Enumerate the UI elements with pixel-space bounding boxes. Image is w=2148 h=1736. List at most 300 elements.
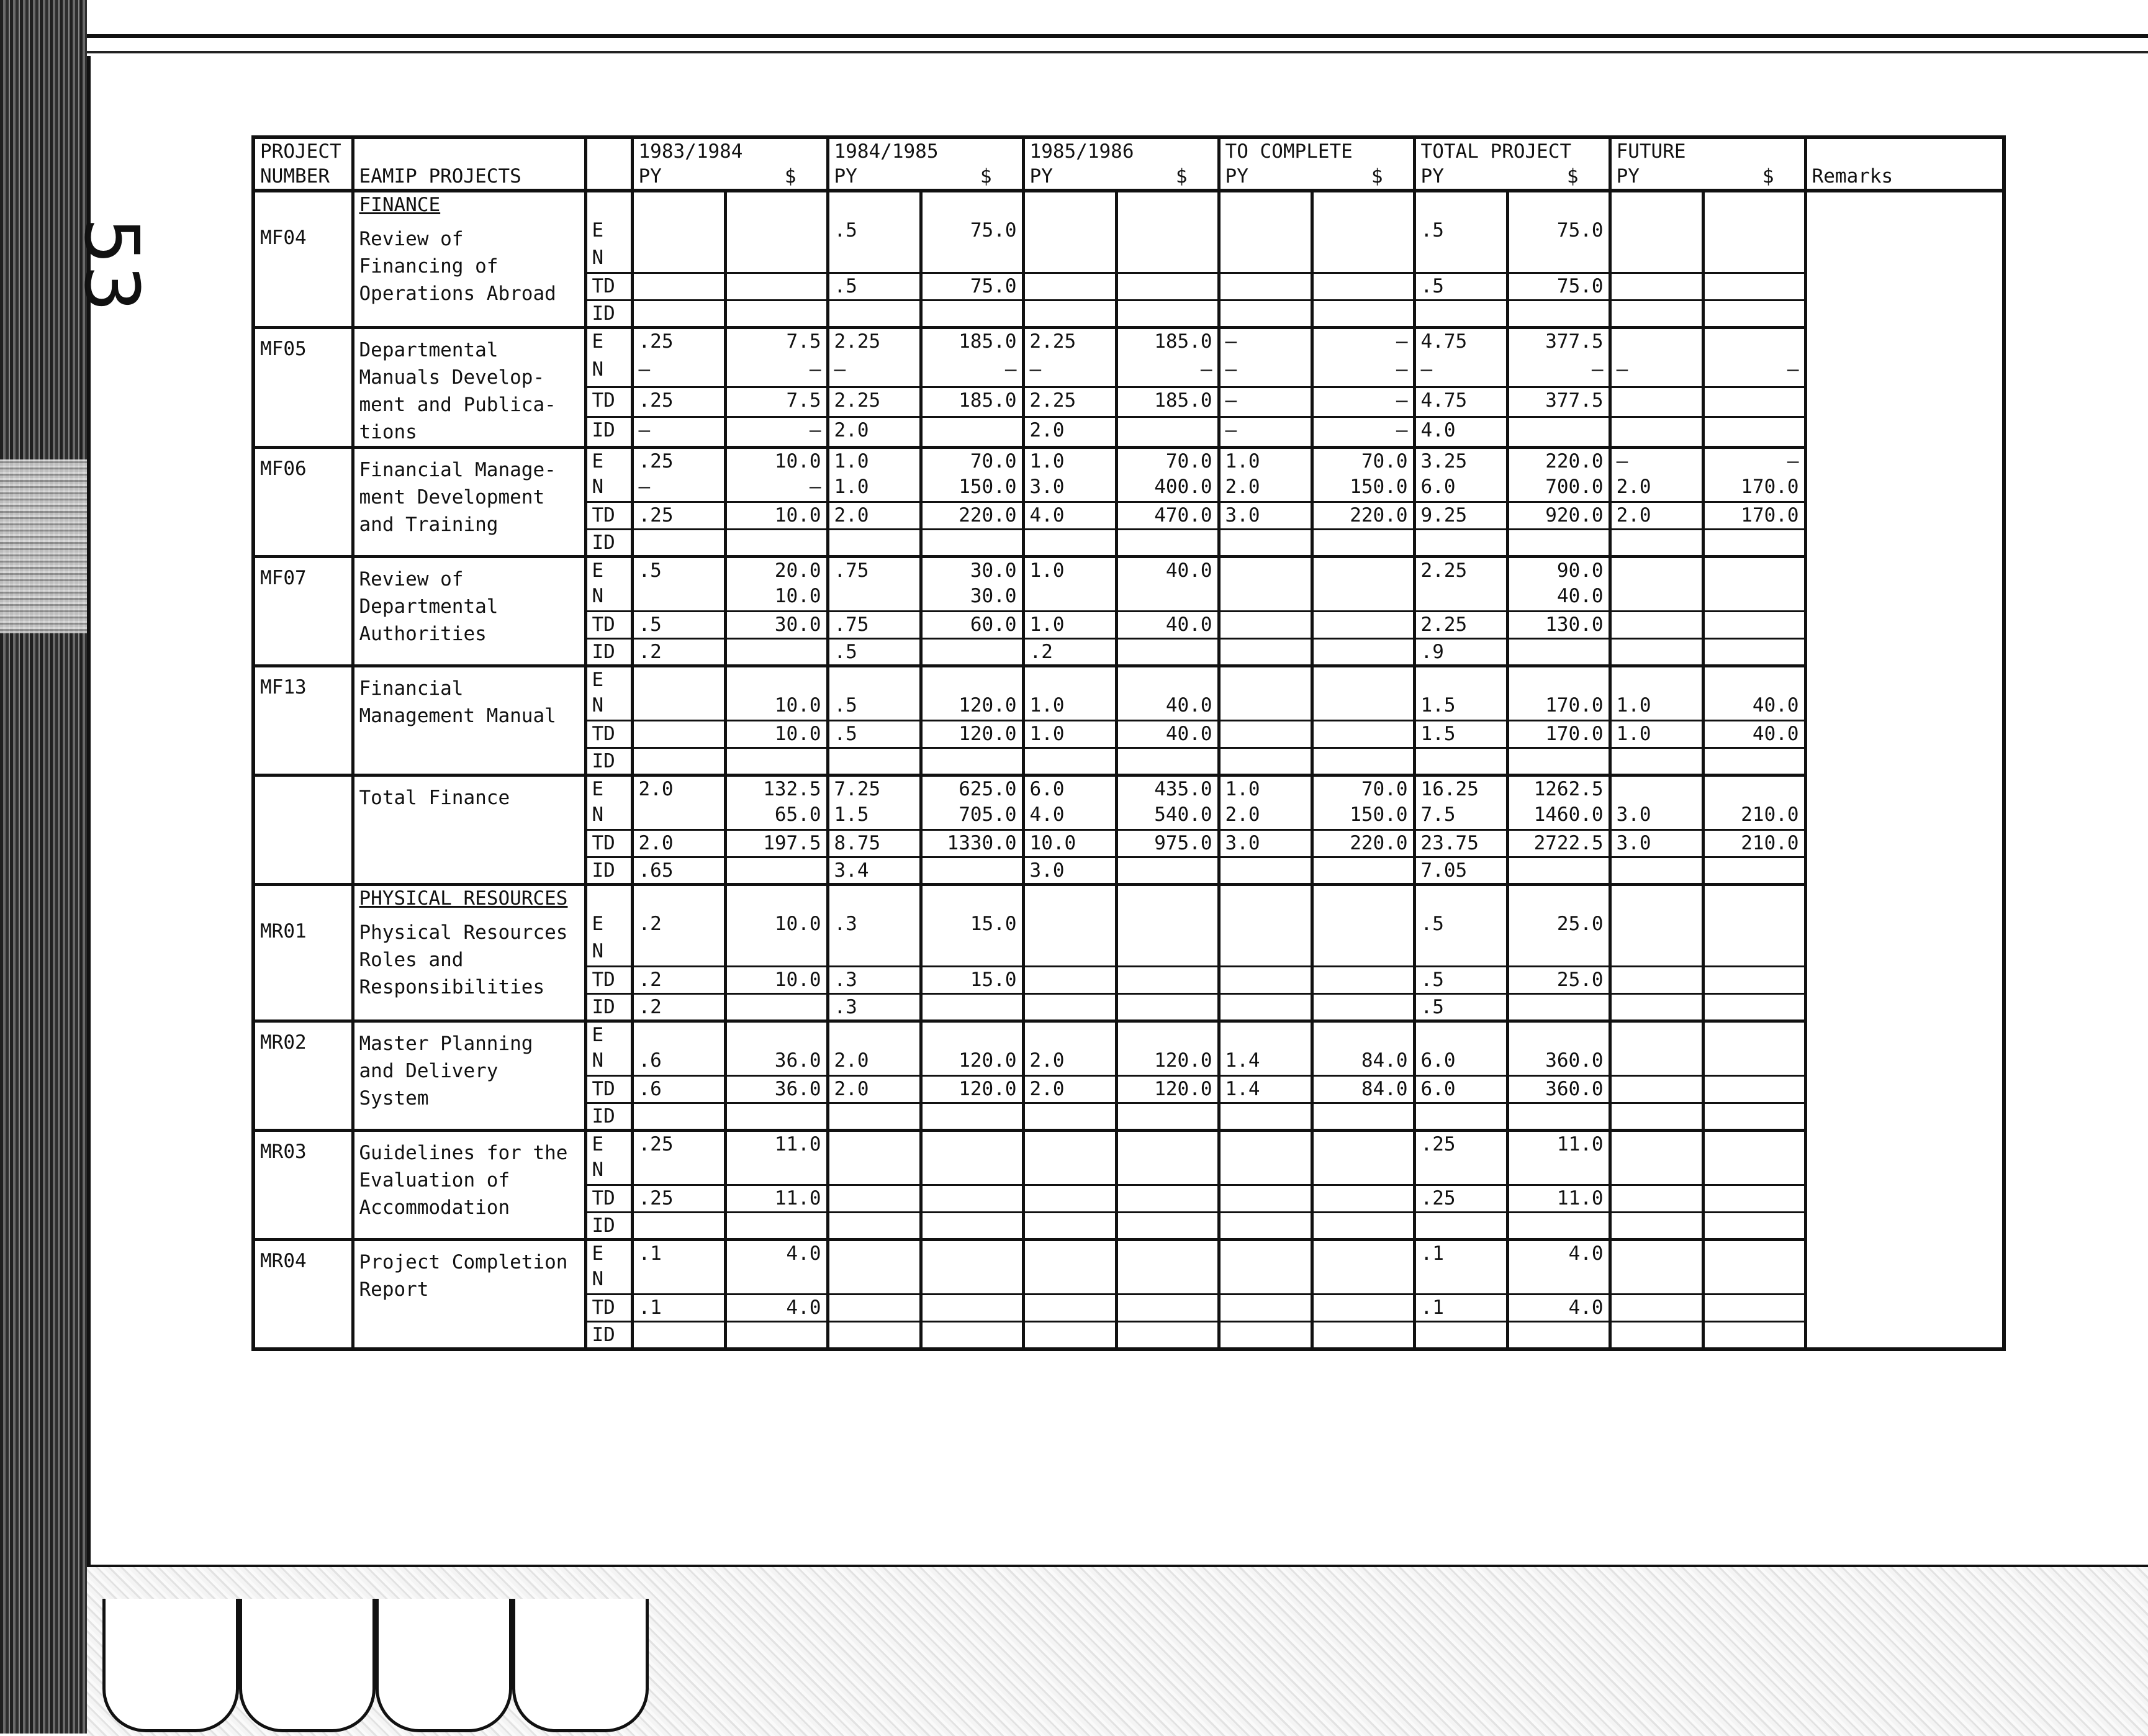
dollar-value <box>1116 993 1219 1021</box>
dollar-value <box>1312 1157 1414 1185</box>
py-value <box>1414 748 1507 775</box>
py-value <box>1414 529 1507 556</box>
dollar-value <box>1312 1267 1414 1294</box>
dollar-value: 120.0 <box>921 1075 1023 1103</box>
dollar-value: 11.0 <box>1507 1185 1610 1212</box>
header-code-column <box>585 137 632 191</box>
py-value: .75 <box>828 556 921 584</box>
row-code: TD <box>585 1294 632 1321</box>
py-value <box>1610 611 1703 638</box>
row-code: ID <box>585 1321 632 1349</box>
dollar-value: 377.5 <box>1507 387 1610 417</box>
py-value: .6 <box>632 1048 725 1075</box>
py-value: .5 <box>1414 966 1507 993</box>
page-top-edge <box>87 0 2148 59</box>
py-value <box>1414 245 1507 273</box>
empty-cell <box>1312 191 1414 218</box>
dollar-value <box>921 1157 1023 1185</box>
dollar-value <box>1703 218 1805 245</box>
py-value: 4.0 <box>1414 417 1507 447</box>
dollar-value <box>1116 638 1219 666</box>
remarks-cell <box>1805 584 2004 611</box>
py-value: .5 <box>1414 911 1507 939</box>
py-value: 2.25 <box>1414 611 1507 638</box>
py-value <box>1023 911 1116 939</box>
row-code: ID <box>585 993 632 1021</box>
py-value <box>1219 611 1312 638</box>
remarks-cell <box>1805 474 2004 502</box>
dollar-value <box>1116 417 1219 447</box>
row-code: N <box>585 357 632 387</box>
dollar-value: – <box>1703 357 1805 387</box>
dollar-value: – <box>725 357 828 387</box>
dollar-value <box>725 993 828 1021</box>
py-value: 1.0 <box>1023 447 1116 474</box>
py-value <box>1219 939 1312 966</box>
py-value: 2.25 <box>828 327 921 357</box>
dollar-value <box>1703 1212 1805 1239</box>
project-number: MF05 <box>253 327 353 447</box>
remarks-cell <box>1805 1048 2004 1075</box>
py-value: 1.4 <box>1219 1048 1312 1075</box>
py-value <box>828 939 921 966</box>
binder-glare <box>0 459 87 633</box>
project-row <box>253 1130 2004 1157</box>
remarks-cell <box>1805 611 2004 638</box>
row-code: TD <box>585 966 632 993</box>
dollar-value <box>1312 1212 1414 1239</box>
dollar-value: 40.0 <box>1116 720 1219 748</box>
dollar-value <box>921 1021 1023 1048</box>
py-value <box>1023 1185 1116 1212</box>
py-value: 1.0 <box>1023 556 1116 584</box>
dollar-value <box>1703 1048 1805 1075</box>
header-total-project: TOTAL PROJECT PY $ <box>1414 137 1610 191</box>
py-value <box>1414 1021 1507 1048</box>
py-value <box>1414 939 1507 966</box>
dollar-value <box>1507 1267 1610 1294</box>
dollar-value <box>1703 1157 1805 1185</box>
py-value <box>632 1212 725 1239</box>
row-code: N <box>585 1048 632 1075</box>
dollar-value <box>1703 1294 1805 1321</box>
remarks-cell <box>1805 1267 2004 1294</box>
dollar-value <box>1703 1185 1805 1212</box>
py-value <box>1610 529 1703 556</box>
remarks-cell <box>1805 1103 2004 1130</box>
row-code: ID <box>585 300 632 327</box>
remarks-cell <box>1805 638 2004 666</box>
py-value <box>1610 1239 1703 1267</box>
dollar-value: 4.0 <box>1507 1239 1610 1267</box>
py-value: 1.0 <box>1610 720 1703 748</box>
dollar-value <box>1116 1321 1219 1349</box>
row-code: N <box>585 245 632 273</box>
py-value <box>1023 218 1116 245</box>
py-value: 4.0 <box>1023 502 1116 529</box>
dollar-value <box>1507 529 1610 556</box>
dollar-value: – <box>1312 357 1414 387</box>
dollar-value <box>725 1103 828 1130</box>
dollar-value <box>1703 327 1805 357</box>
remarks-cell <box>1805 245 2004 273</box>
py-value <box>1610 1075 1703 1103</box>
py-value: .2 <box>632 993 725 1021</box>
dollar-value: 170.0 <box>1703 474 1805 502</box>
py-value <box>1219 1185 1312 1212</box>
dollar-value: 1460.0 <box>1507 802 1610 830</box>
dollar-value: – <box>725 474 828 502</box>
row-code: TD <box>585 387 632 417</box>
py-value: 1.0 <box>1219 447 1312 474</box>
py-value: 2.25 <box>1023 327 1116 357</box>
remarks-cell <box>1805 830 2004 857</box>
dollar-value <box>1703 1103 1805 1130</box>
empty-cell <box>1703 884 1805 911</box>
dollar-value <box>1703 245 1805 273</box>
py-value: 2.0 <box>1219 474 1312 502</box>
py-value <box>1219 911 1312 939</box>
py-value <box>632 693 725 720</box>
dollar-value: 30.0 <box>725 611 828 638</box>
py-value: .25 <box>632 327 725 357</box>
row-code: E <box>585 1130 632 1157</box>
row-code: ID <box>585 857 632 884</box>
dollar-value <box>1312 693 1414 720</box>
row-code: E <box>585 911 632 939</box>
project-row <box>253 447 2004 474</box>
py-value: 2.0 <box>632 830 725 857</box>
py-value: .1 <box>1414 1294 1507 1321</box>
py-value <box>1219 1157 1312 1185</box>
py-value: 6.0 <box>1414 1075 1507 1103</box>
dollar-value: 540.0 <box>1116 802 1219 830</box>
dollar-value <box>1312 1103 1414 1130</box>
py-value: 7.05 <box>1414 857 1507 884</box>
py-value: .5 <box>1414 273 1507 300</box>
py-value <box>1023 273 1116 300</box>
table-header-row <box>253 137 2004 191</box>
dollar-value <box>1703 273 1805 300</box>
row-code: TD <box>585 611 632 638</box>
dollar-value <box>921 1321 1023 1349</box>
empty-cell <box>1805 884 2004 911</box>
dollar-value <box>921 245 1023 273</box>
dollar-value <box>1703 1239 1805 1267</box>
dollar-value: 377.5 <box>1507 327 1610 357</box>
py-value: 6.0 <box>1414 474 1507 502</box>
dollar-value <box>1312 966 1414 993</box>
dollar-value: 132.5 <box>725 775 828 802</box>
dollar-value: 40.0 <box>1116 611 1219 638</box>
py-value: 2.0 <box>1610 474 1703 502</box>
dollar-value: 120.0 <box>921 693 1023 720</box>
empty-cell <box>828 191 921 218</box>
row-code: TD <box>585 720 632 748</box>
dollar-value <box>725 300 828 327</box>
py-value: 4.75 <box>1414 327 1507 357</box>
py-value <box>1610 939 1703 966</box>
dollar-value <box>725 638 828 666</box>
dollar-value: 65.0 <box>725 802 828 830</box>
dollar-value: 75.0 <box>921 273 1023 300</box>
empty-cell <box>725 191 828 218</box>
project-number: MR04 <box>253 1239 353 1349</box>
py-value: – <box>1219 387 1312 417</box>
dollar-value: 7.5 <box>725 327 828 357</box>
header-to-complete: TO COMPLETE PY $ <box>1219 137 1414 191</box>
py-value <box>632 273 725 300</box>
dollar-value <box>1312 273 1414 300</box>
py-value: .25 <box>632 1185 725 1212</box>
header-year-1983: 1983/1984 PY $ <box>632 137 828 191</box>
py-value: .2 <box>1023 638 1116 666</box>
empty-cell <box>1610 884 1703 911</box>
dollar-value: 120.0 <box>1116 1075 1219 1103</box>
remarks-cell <box>1805 720 2004 748</box>
py-value: 2.0 <box>828 1048 921 1075</box>
py-value: – <box>632 417 725 447</box>
dollar-value: 70.0 <box>1312 447 1414 474</box>
py-value <box>1610 993 1703 1021</box>
py-value <box>1610 273 1703 300</box>
dollar-value <box>1703 966 1805 993</box>
py-value: 4.75 <box>1414 387 1507 417</box>
py-value <box>1023 1294 1116 1321</box>
dollar-value <box>1116 1021 1219 1048</box>
dollar-value: 11.0 <box>725 1185 828 1212</box>
remarks-cell <box>1805 502 2004 529</box>
py-value <box>1610 218 1703 245</box>
row-code: E <box>585 218 632 245</box>
empty-cell <box>632 191 725 218</box>
py-value: 2.0 <box>1023 1075 1116 1103</box>
py-value <box>1023 1239 1116 1267</box>
dollar-value: 700.0 <box>1507 474 1610 502</box>
dollar-value: 4.0 <box>1507 1294 1610 1321</box>
dollar-value: 1330.0 <box>921 830 1023 857</box>
row-code: TD <box>585 502 632 529</box>
py-value: .2 <box>632 638 725 666</box>
py-value <box>1219 1021 1312 1048</box>
dollar-value <box>1703 1321 1805 1349</box>
py-value <box>1023 1157 1116 1185</box>
empty-cell <box>1414 884 1507 911</box>
dollar-value: 625.0 <box>921 775 1023 802</box>
py-value: .5 <box>632 556 725 584</box>
dollar-value: 36.0 <box>725 1075 828 1103</box>
remarks-cell <box>1805 327 2004 357</box>
py-value <box>1610 775 1703 802</box>
py-value: – <box>1610 447 1703 474</box>
py-value <box>1610 638 1703 666</box>
py-value <box>1610 417 1703 447</box>
py-value <box>1610 1130 1703 1157</box>
dollar-value <box>1703 939 1805 966</box>
py-value <box>1610 966 1703 993</box>
project-number: MF13 <box>253 666 353 775</box>
dollar-value: 40.0 <box>1703 693 1805 720</box>
py-value: 23.75 <box>1414 830 1507 857</box>
dollar-value <box>1703 387 1805 417</box>
dollar-value <box>921 666 1023 693</box>
py-value: 1.0 <box>1219 775 1312 802</box>
dollar-value: 220.0 <box>921 502 1023 529</box>
dollar-value <box>1312 939 1414 966</box>
py-value <box>1610 584 1703 611</box>
py-value: .5 <box>828 638 921 666</box>
dollar-value: – <box>1312 417 1414 447</box>
dollar-value: 920.0 <box>1507 502 1610 529</box>
py-value <box>1219 1212 1312 1239</box>
py-value <box>1023 1212 1116 1239</box>
dollar-value <box>1116 1185 1219 1212</box>
row-code: ID <box>585 1212 632 1239</box>
py-value <box>1219 300 1312 327</box>
py-value: .2 <box>632 911 725 939</box>
empty-cell <box>1507 884 1610 911</box>
dollar-value <box>921 1185 1023 1212</box>
project-number: MF04 <box>253 218 353 327</box>
py-value <box>632 245 725 273</box>
dollar-value <box>1703 417 1805 447</box>
py-value <box>1219 1130 1312 1157</box>
py-value: .5 <box>1414 993 1507 1021</box>
empty-cell <box>921 191 1023 218</box>
py-value <box>1610 1212 1703 1239</box>
py-value: 3.0 <box>1610 802 1703 830</box>
py-value <box>1610 245 1703 273</box>
row-code: ID <box>585 638 632 666</box>
row-code: N <box>585 693 632 720</box>
divider-tab <box>512 1599 649 1732</box>
py-value <box>632 1267 725 1294</box>
dollar-value: 170.0 <box>1703 502 1805 529</box>
dollar-value <box>725 1021 828 1048</box>
py-value <box>1023 939 1116 966</box>
dollar-value <box>725 273 828 300</box>
py-value: 10.0 <box>1023 830 1116 857</box>
project-number: MR03 <box>253 1130 353 1239</box>
dollar-value <box>1703 638 1805 666</box>
row-code: ID <box>585 529 632 556</box>
py-value <box>1219 1294 1312 1321</box>
project-number <box>253 775 353 884</box>
dollar-value <box>1312 218 1414 245</box>
empty-cell <box>1507 191 1610 218</box>
dollar-value <box>1507 1157 1610 1185</box>
py-value <box>828 584 921 611</box>
dollar-value: 197.5 <box>725 830 828 857</box>
py-value: – <box>1219 417 1312 447</box>
py-value: 9.25 <box>1414 502 1507 529</box>
project-row <box>253 327 2004 357</box>
py-value: .1 <box>1414 1239 1507 1267</box>
dollar-value <box>1703 857 1805 884</box>
py-value <box>1219 638 1312 666</box>
dollar-value: 400.0 <box>1116 474 1219 502</box>
dollar-value <box>1312 911 1414 939</box>
section-title-row <box>253 884 2004 911</box>
py-value <box>1414 1157 1507 1185</box>
row-code: E <box>585 1239 632 1267</box>
py-value <box>1023 300 1116 327</box>
dollar-value <box>1312 300 1414 327</box>
py-value: .25 <box>632 387 725 417</box>
dollar-value <box>1116 1103 1219 1130</box>
project-name: Project Completion Report <box>353 1239 585 1349</box>
py-value <box>1219 666 1312 693</box>
dollar-value <box>1116 1212 1219 1239</box>
py-value: 6.0 <box>1023 775 1116 802</box>
remarks-cell <box>1805 1321 2004 1349</box>
py-value: .25 <box>632 1130 725 1157</box>
row-code: E <box>585 666 632 693</box>
empty-cell <box>1023 191 1116 218</box>
py-value <box>1610 1048 1703 1075</box>
py-value: 1.5 <box>1414 693 1507 720</box>
py-value <box>1610 1321 1703 1349</box>
dollar-value <box>1116 1239 1219 1267</box>
dollar-value <box>1116 939 1219 966</box>
py-value: – <box>1610 357 1703 387</box>
dollar-value: 705.0 <box>921 802 1023 830</box>
header-year-1984: 1984/1985 PY $ <box>828 137 1023 191</box>
py-value <box>1414 1212 1507 1239</box>
py-value: 2.0 <box>1610 502 1703 529</box>
dollar-value <box>1703 666 1805 693</box>
empty-cell <box>1023 884 1116 911</box>
remarks-cell <box>1805 911 2004 939</box>
dollar-value: 84.0 <box>1312 1048 1414 1075</box>
py-value <box>1219 993 1312 1021</box>
dollar-value <box>725 748 828 775</box>
dollar-value: 220.0 <box>1312 502 1414 529</box>
project-name: Departmental Manuals Develop- ment and Publica- tions <box>353 327 585 447</box>
row-code: N <box>585 939 632 966</box>
dollar-value: 150.0 <box>1312 802 1414 830</box>
section-title: PHYSICAL RESOURCES <box>353 884 585 911</box>
py-value <box>1610 1267 1703 1294</box>
dollar-value <box>1507 638 1610 666</box>
py-value: – <box>1219 327 1312 357</box>
py-value <box>1023 1267 1116 1294</box>
dollar-value <box>1312 1185 1414 1212</box>
py-value: 1.0 <box>828 447 921 474</box>
dollar-value <box>921 1130 1023 1157</box>
project-number: MR02 <box>253 1021 353 1130</box>
py-value <box>1610 666 1703 693</box>
remarks-cell <box>1805 966 2004 993</box>
dollar-value: 7.5 <box>725 387 828 417</box>
py-value <box>632 584 725 611</box>
py-value <box>1219 857 1312 884</box>
dollar-value: 36.0 <box>725 1048 828 1075</box>
py-value: 6.0 <box>1414 1048 1507 1075</box>
dollar-value: 75.0 <box>1507 218 1610 245</box>
header-year-1985: 1985/1986 PY $ <box>1023 137 1219 191</box>
dollar-value <box>1703 775 1805 802</box>
py-value <box>1023 966 1116 993</box>
section-title: FINANCE <box>353 191 585 218</box>
dollar-value: 75.0 <box>1507 273 1610 300</box>
row-code: ID <box>585 417 632 447</box>
dollar-value <box>725 857 828 884</box>
dollar-value <box>1507 939 1610 966</box>
py-value: 2.0 <box>632 775 725 802</box>
remarks-cell <box>1805 1294 2004 1321</box>
py-value <box>632 1321 725 1349</box>
